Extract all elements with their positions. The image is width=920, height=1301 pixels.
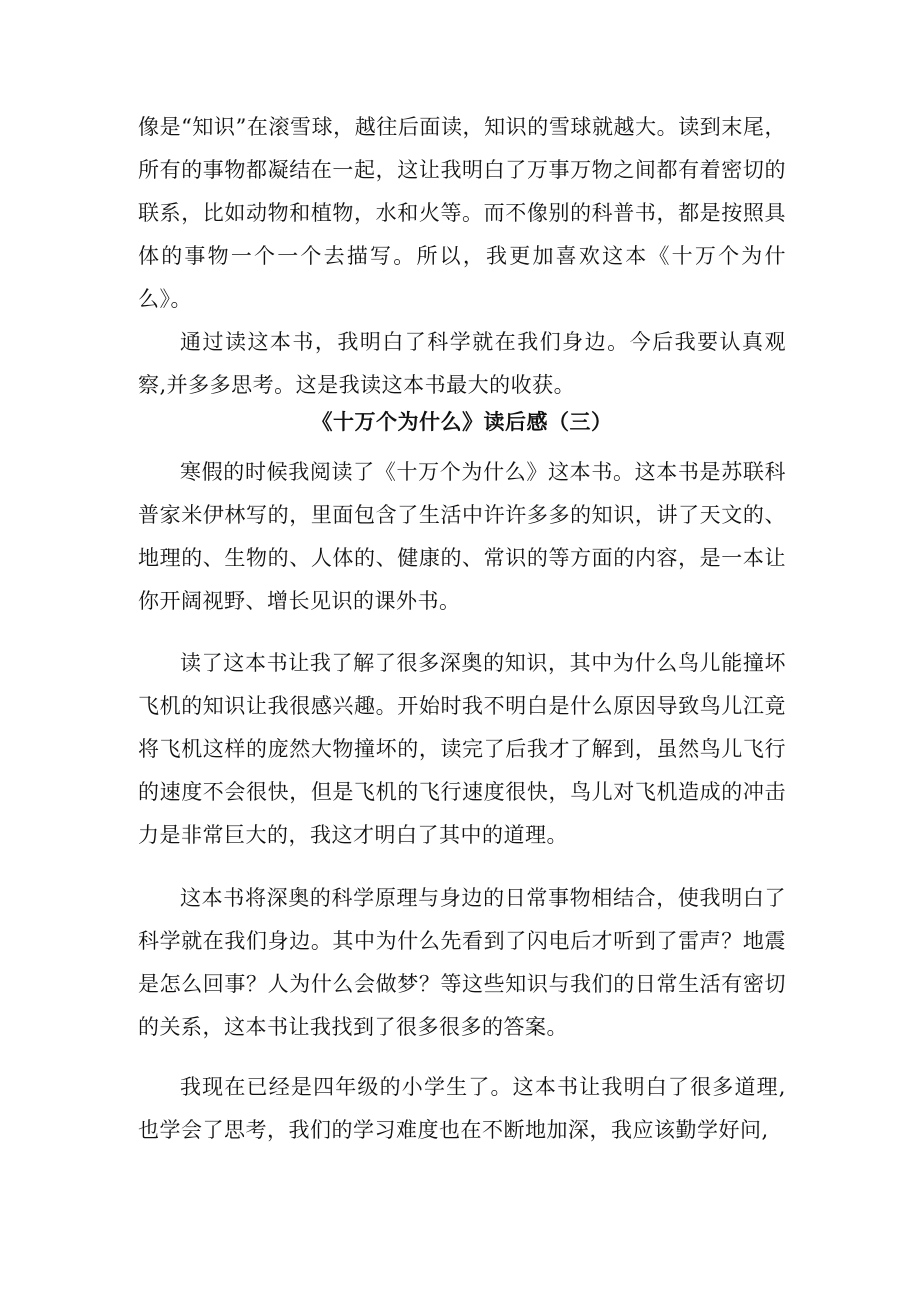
section-title: 《十万个为什么》读后感（三） (311, 409, 613, 434)
paragraph-fourth-grade: 我现在已经是四年级的小学生了。这本书让我明白了很多道理,也学会了思考，我们的学习难度也在不断地加深，我应该勤学好问, (138, 1075, 786, 1142)
paragraph-intro: 寒假的时候我阅读了《十万个为什么》这本书。这本书是苏联科普家米伊林写的，里面包含了生活中许许多多的知识，讲了天文的、地理的、生物的、人体的、健康的、常识的等方面的内容，是一本让你开阔视野、增长见识的课外书。 (138, 460, 786, 613)
paragraph-science-daily: 这本书将深奥的科学原理与身边的日常事物相结合，使我明白了科学就在我们身边。其中为什么先看到了闪电后才听到了雷声？地震是怎么回事？人为什么会做梦？等这些知识与我们的日常生活有密切的关系，这本书让我找到了很多很多的答案。 (138, 886, 786, 1039)
paragraph-continued: 像是“知识”在滚雪球，越往后面读，知识的雪球就越大。读到末尾，所有的事物都凝结在一起，这让我明白了万事万物之间都有着密切的联系，比如动物和植物，水和火等。而不像别的科普书，都是按照具体的事物一个一个去描写。所以，我更加喜欢这本《十万个为什么》。 (138, 115, 786, 311)
paragraph-conclusion: 通过读这本书，我明白了科学就在我们身边。今后我要认真观察,并多多思考。这是我读这本书最大的收获。 (138, 330, 786, 397)
paragraph-birds-planes: 读了这本书让我了解了很多深奥的知识，其中为什么鸟儿能撞坏飞机的知识让我很感兴趣。开始时我不明白是什么原因导致鸟儿江竟将飞机这样的庞然大物撞坏的，读完了后我才了解到，虽然鸟儿飞行的速度不会很快，但是飞机的飞行速度很快，鸟儿对飞机造成的冲击力是非常巨大的，我这才明白了其中的道理。 (138, 651, 786, 847)
